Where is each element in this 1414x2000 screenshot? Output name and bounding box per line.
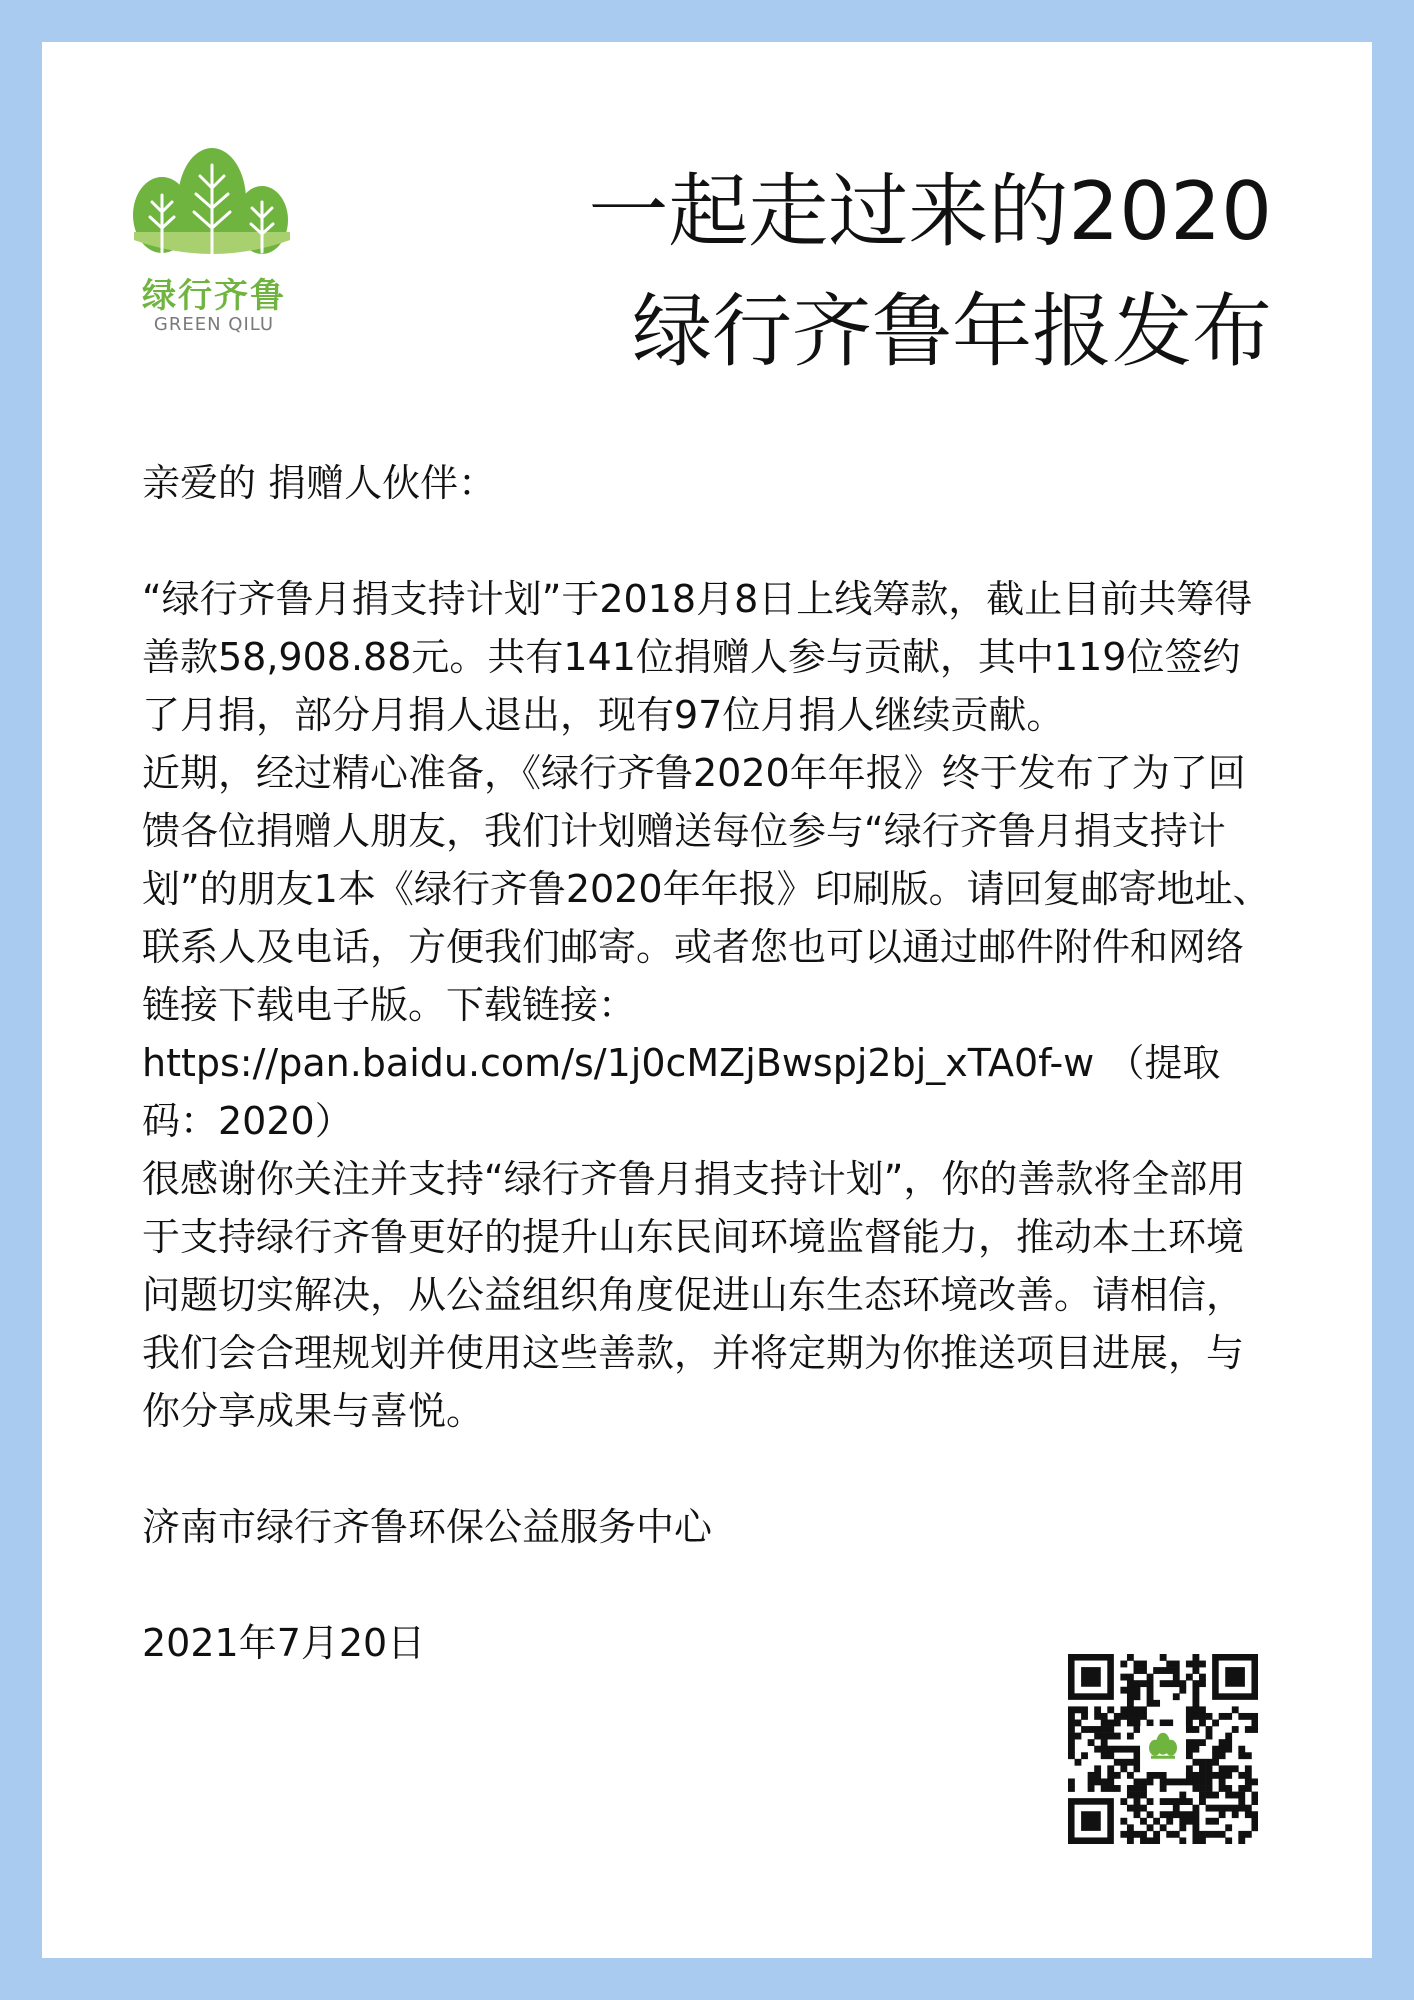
signature: 济南市绿行齐鲁环保公益服务中心 [142, 1505, 713, 1549]
green-qilu-logo [132, 140, 322, 360]
logo-name-cn: 绿行齐鲁 [142, 276, 286, 316]
letter-body [142, 454, 1272, 1672]
title-line-2: 绿行齐鲁年报发布 [632, 285, 1272, 378]
spacer [142, 1556, 1272, 1614]
letter-page [42, 42, 1372, 1958]
spacer [142, 512, 1272, 570]
qr-code-icon [1068, 1654, 1258, 1844]
spacer [142, 1440, 1272, 1498]
paragraph-annual-report: 近期，经过精心准备，《绿行齐鲁2020年年报》终于发布了为了回馈各位捐赠人朋友，我们计划赠送每位参与“绿行齐鲁月捐支持计划”的朋友1本《绿行齐鲁2020年年报》印刷版。请回复邮寄地址、联系人及电话，方便我们邮寄。或者您也可以通过邮件附件和网络链接下载电子版。下载链接：https://pan.baidu.com/s/1j0cMZjBwspj2bj_xTA0f-w （提取码：2020） [142, 751, 1271, 1143]
title-line-1: 一起走过来的2020 [588, 165, 1272, 258]
letter-date: 2021年7月20日 [142, 1621, 426, 1665]
page-title [588, 152, 1272, 392]
logo-name-en: GREEN QILU [153, 314, 275, 335]
paragraph-fundraising: “绿行齐鲁月捐支持计划”于2018月8日上线筹款，截止目前共筹得善款58,908.88元。共有141位捐赠人参与贡献，其中119位签约了月捐，部分月捐人退出，现有97位月捐人继续贡献。 [142, 577, 1253, 737]
paragraph-thanks: 很感谢你关注并支持“绿行齐鲁月捐支持计划”，你的善款将全部用于支持绿行齐鲁更好的提升山东民间环境监督能力，推动本土环境问题切实解决，从公益组织角度促进山东生态环境改善。请相信，我们会合理规划并使用这些善款，并将定期为你推送项目进展，与你分享成果与喜悦。 [142, 1157, 1246, 1433]
trees-icon [132, 140, 292, 265]
greeting: 亲爱的 捐赠人伙伴： [142, 461, 497, 505]
